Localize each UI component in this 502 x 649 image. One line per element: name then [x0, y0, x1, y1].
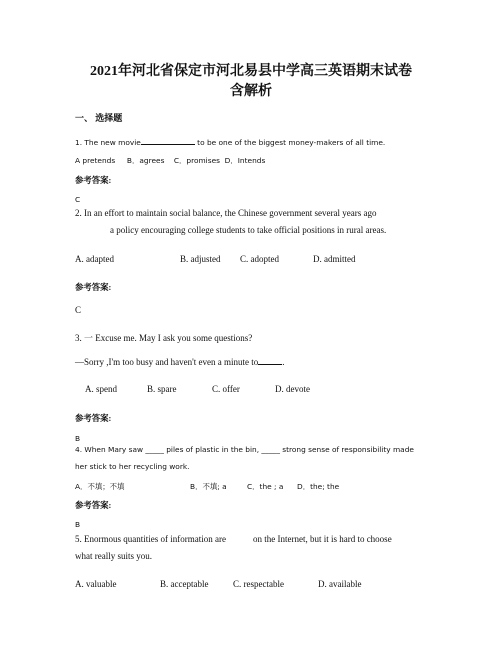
section-heading: 一、 选择题: [75, 113, 123, 123]
q5-stem-line2: what really suits you.: [75, 551, 152, 561]
q4-option-d: D．the; the: [297, 482, 340, 491]
q4-answer-label: 参考答案:: [75, 501, 112, 510]
q2-answer: C: [75, 305, 82, 315]
q3-blank: [258, 356, 285, 367]
q5-option-d: D. available: [318, 579, 362, 589]
q2-option-a: A. adapted: [75, 254, 114, 264]
q4-stem-line1: 4. When Mary saw _____ piles of plastic in the bin, _____ strong sense of responsibility made: [75, 445, 414, 454]
q1-blank: [141, 136, 195, 145]
q2-option-d: D. admitted: [313, 254, 356, 264]
q3-option-d: D. devote: [275, 384, 310, 394]
q1-options: A pretends B．agrees C．promises D．Intends: [75, 156, 266, 165]
q5-option-a: A. valuable: [75, 579, 117, 589]
q2-option-b: B. adjusted: [180, 254, 221, 264]
q2-stem-line1: 2. In an effort to maintain social balance, the Chinese government several years ago: [75, 208, 377, 218]
q2-option-c: C. adopted: [240, 254, 279, 264]
q4-option-a: A．不填；不填: [75, 482, 125, 491]
doc-title-line1: 2021年河北省保定市河北易县中学高三英语期末试卷: [90, 64, 412, 79]
q1-answer: C: [75, 195, 81, 204]
q3-answer: B: [75, 434, 81, 443]
q3-option-c: C. offer: [212, 384, 240, 394]
q1-stem-after: to be one of the biggest money-makers of all time.: [194, 138, 386, 147]
q3-option-a: A. spend: [85, 384, 117, 394]
q2-stem-line2: a policy encouraging college students to take official positions in rural areas.: [110, 225, 387, 235]
q4-stem-line2: her stick to her recycling work.: [75, 462, 190, 471]
q5-option-c: C. respectable: [233, 579, 284, 589]
q3-answer-label: 参考答案:: [75, 414, 112, 423]
q3-stem-line1: 3. 一 Excuse me. May I ask you some questions?: [75, 333, 253, 343]
q4-answer: B: [75, 520, 81, 529]
q1-stem-before: 1. The new movie: [75, 138, 141, 147]
q3-stem-before: —Sorry ,I'm too busy and haven't even a minute to: [75, 357, 259, 367]
q1-answer-label: 参考答案:: [75, 176, 112, 185]
q2-answer-label: 参考答案:: [75, 283, 112, 292]
q3-option-b: B. spare: [147, 384, 177, 394]
q4-option-c: C．the ; a: [247, 482, 284, 491]
q4-option-b: B．不填; a: [190, 482, 227, 491]
q5-stem-line1: 5. Enormous quantities of information are on the Internet, but it is hard to choose: [75, 534, 392, 544]
q3-stem-line2: [75, 356, 284, 367]
doc-title-line2: 含解析: [230, 84, 272, 99]
q5-option-b: B. acceptable: [160, 579, 209, 589]
q3-stem-after: .: [282, 357, 285, 367]
q1-stem: [75, 136, 385, 147]
